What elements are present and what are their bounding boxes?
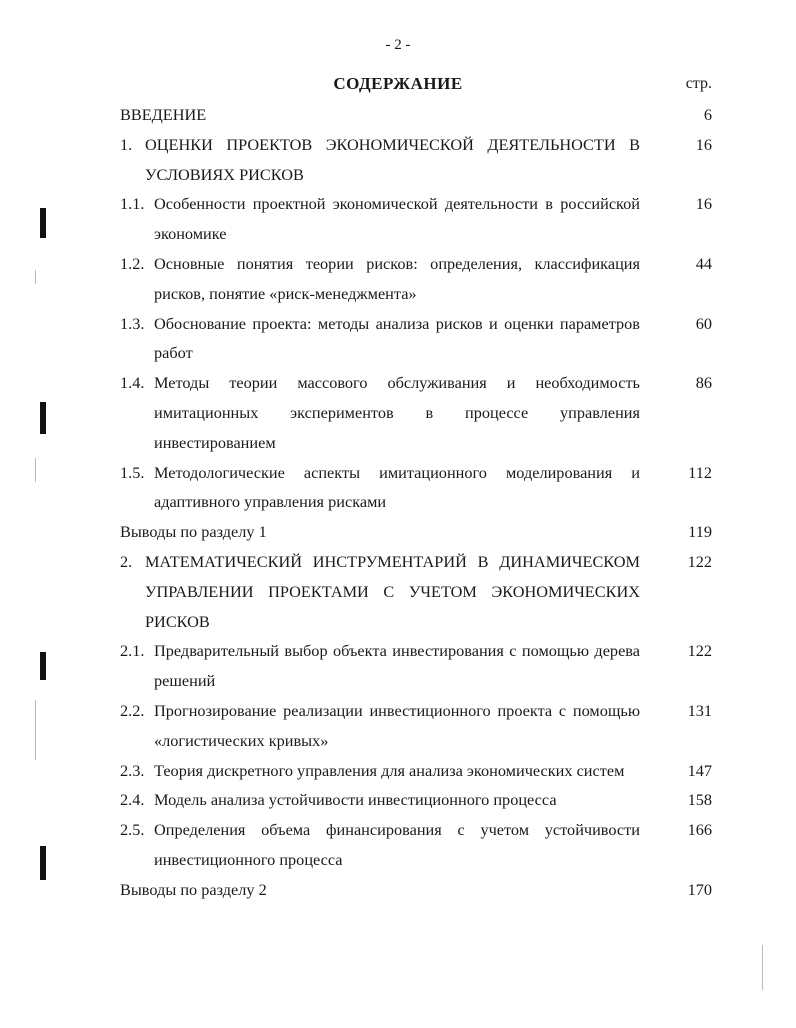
toc-entry-text: Выводы по разделу 2 <box>120 879 267 899</box>
toc-entry-text: Особенности проектной экономической деятельности в российской экономике <box>154 194 640 244</box>
toc-entry-text: Методологические аспекты имитационного моделирования и адаптивного управления рисками <box>154 462 640 512</box>
toc-entry-text: Предварительный выбор объекта инвестирования с помощью дерева решений <box>154 641 640 691</box>
toc-entry-page: 119 <box>688 522 712 542</box>
toc-entry-page: 158 <box>687 790 712 810</box>
scan-mark <box>40 402 46 434</box>
scan-mark <box>40 846 46 880</box>
toc-entry <box>120 756 712 786</box>
toc-entry <box>120 547 712 636</box>
toc-entry-text: Методы теории массового обслуживания и необходимость имитационных экспериментов в процессе управления инвестированием <box>154 373 640 452</box>
toc-entry-text: Основные понятия теории рисков: определения, классификация рисков, понятие «риск-менеджмента» <box>154 253 640 303</box>
page-column-label: стр. <box>685 75 712 92</box>
toc-entry-page: 122 <box>687 551 712 571</box>
toc-entry-page: 16 <box>695 134 712 154</box>
toc-entry-page: 6 <box>703 105 712 124</box>
toc-entry-page: 86 <box>695 373 712 393</box>
toc-entry-text: Теория дискретного управления для анализа экономических систем <box>154 760 625 780</box>
toc-entry-number: 2.1. <box>120 641 145 661</box>
toc-entry-text: ОЦЕНКИ ПРОЕКТОВ ЭКОНОМИЧЕСКОЙ ДЕЯТЕЛЬНОСТИ В УСЛОВИЯХ РИСКОВ <box>145 134 640 184</box>
scan-mark <box>40 208 46 238</box>
toc-entry-text: Прогнозирование реализации инвестиционного проекта с помощью «логистических кривых» <box>154 700 640 750</box>
toc-entry-text: Обоснование проекта: методы анализа рисков и оценки параметров работ <box>154 313 640 363</box>
scan-mark <box>40 652 46 680</box>
toc-entry-number: 2.5. <box>120 820 145 840</box>
toc-entry-number: 1.4. <box>120 373 145 393</box>
toc-entry <box>120 189 712 249</box>
toc-entry-number: 1.5. <box>120 462 145 482</box>
toc-entry-number: 1.1. <box>120 194 145 214</box>
toc-entry <box>120 458 712 518</box>
toc-entry-text: Определения объема финансирования с учетом устойчивости инвестиционного процесса <box>154 820 640 869</box>
toc-entry-number: 1. <box>120 134 133 154</box>
toc-entry-number: 1.3. <box>120 313 145 333</box>
toc-entry <box>120 100 712 130</box>
toc-entry-page: 44 <box>695 253 712 273</box>
toc-entry <box>120 130 712 190</box>
toc-entry <box>120 696 712 756</box>
toc-entry-page: 122 <box>687 641 712 661</box>
toc-entry-text: Модель анализа устойчивости инвестиционного процесса <box>154 790 557 810</box>
toc-entry <box>120 875 712 905</box>
toc-entry-page: 112 <box>688 462 712 482</box>
scan-line <box>35 458 36 482</box>
toc-entry <box>120 249 712 309</box>
toc-entry-number: 2.2. <box>120 700 145 720</box>
toc-entry-number: 2.4. <box>120 790 145 810</box>
toc-entry-number: 2.3. <box>120 760 145 780</box>
scan-line <box>762 945 763 990</box>
toc-entry-number: 1.2. <box>120 253 145 273</box>
toc-entry-page: 170 <box>687 879 712 899</box>
toc-entry-number: 2. <box>120 551 133 571</box>
toc-entry-page: 16 <box>695 194 712 214</box>
toc-entry <box>120 368 712 457</box>
table-of-contents <box>120 100 712 905</box>
toc-entry <box>120 785 712 815</box>
toc-entry <box>120 815 712 875</box>
toc-entry <box>120 517 712 547</box>
scan-line <box>35 700 36 760</box>
toc-entry-page: 60 <box>695 313 712 333</box>
toc-entry-text: ВВЕДЕНИЕ <box>120 105 207 124</box>
toc-entry <box>120 636 712 696</box>
page-number: - 2 - <box>385 37 411 53</box>
toc-entry-page: 147 <box>687 760 712 780</box>
toc-entry-text: МАТЕМАТИЧЕСКИЙ ИНСТРУМЕНТАРИЙ В ДИНАМИЧЕСКОМ УПРАВЛЕНИИ ПРОЕКТАМИ С УЧЕТОМ ЭКОНОМИЧЕСКИХ РИСКОВ <box>145 551 640 631</box>
toc-entry-text: Выводы по разделу 1 <box>120 522 267 542</box>
page-title: СОДЕРЖАНИЕ <box>333 74 463 93</box>
toc-entry-page: 131 <box>687 700 712 720</box>
toc-entry <box>120 309 712 369</box>
scan-line <box>35 270 36 284</box>
toc-entry-page: 166 <box>687 820 712 840</box>
